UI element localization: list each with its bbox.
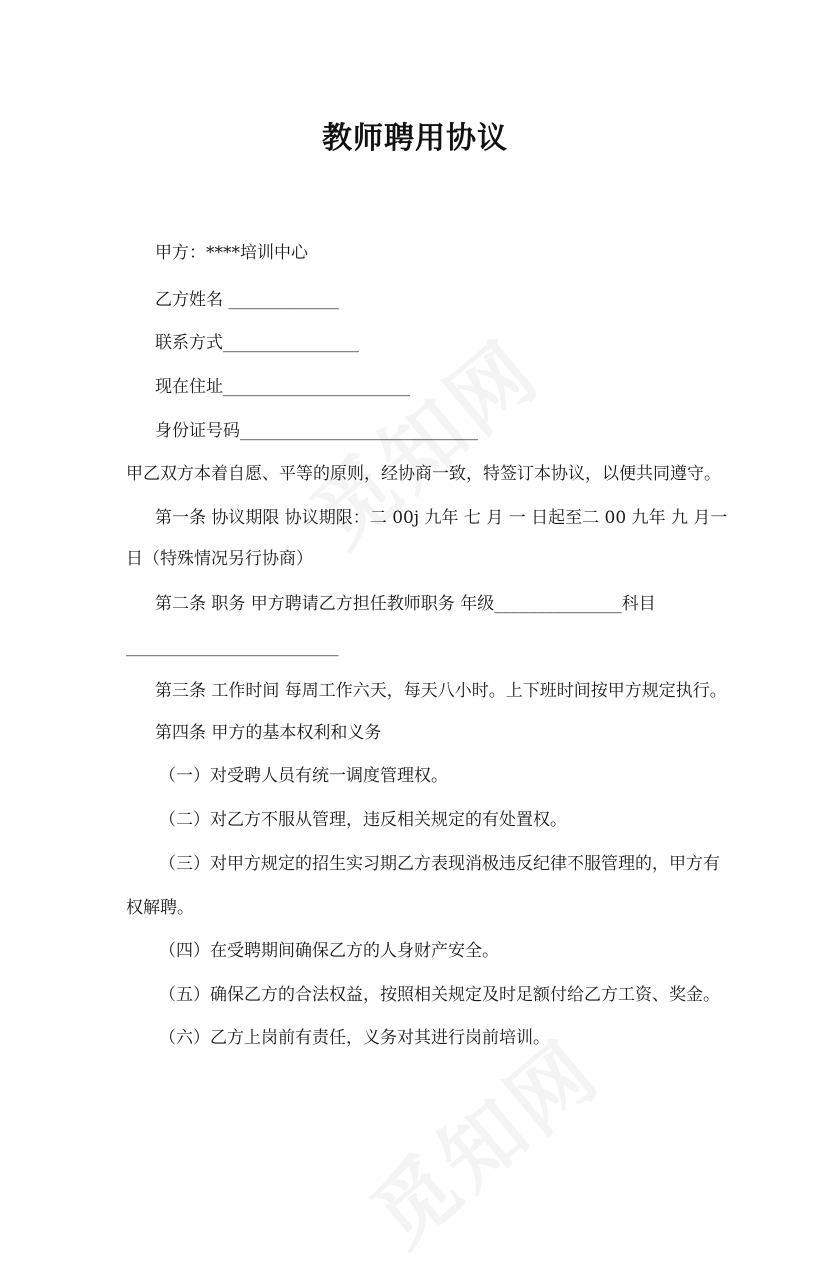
article2-line2: _________________________ [126, 637, 339, 657]
article3-paragraph: 第三条 工作时间 每周工作六天，每天八小时。上下班时间按甲方规定执行。 [155, 681, 727, 701]
article1-line1: 第一条 协议期限 协议期限：二 00j 九年 七 月 一 日起至二 00 九年 九 月一 [155, 508, 728, 528]
article4-item: （一）对受聘人员有统一调度管理权。 [159, 766, 448, 786]
id-number-line: 身份证号码____________________________ [155, 421, 478, 441]
article4-item: （二）对乙方不服从管理，违反相关规定的有处置权。 [159, 810, 567, 830]
address-line: 现在住址______________________ [155, 377, 410, 397]
article1-line2: 日（特殊情况另行协商） [126, 549, 313, 569]
contact-line: 联系方式________________ [155, 333, 359, 353]
article4-item: （三）对甲方规定的招生实习期乙方表现消极违反纪律不服管理的，甲方有 [159, 854, 720, 874]
article2-line1: 第二条 职务 甲方聘请乙方担任教师职务 年级_______________科目 [155, 594, 656, 614]
intro-paragraph: 甲乙双方本着自愿、平等的原则，经协商一致，特签订本协议，以便共同遵守。 [126, 464, 721, 484]
article4-heading: 第四条 甲方的基本权利和义务 [155, 723, 382, 743]
article4-item-continuation: 权解聘。 [126, 898, 194, 918]
article4-item: （五）确保乙方的合法权益，按照相关规定及时足额付给乙方工资、奖金。 [159, 985, 720, 1005]
article4-item: （四）在受聘期间确保乙方的人身财产安全。 [159, 941, 499, 961]
party-b-name-line: 乙方姓名 _____________ [155, 290, 339, 310]
document-title: 教师聘用协议 [322, 121, 508, 156]
party-a-line: 甲方：****培训中心 [155, 243, 308, 263]
article4-item: （六）乙方上岗前有责任，义务对其进行岗前培训。 [159, 1028, 550, 1048]
